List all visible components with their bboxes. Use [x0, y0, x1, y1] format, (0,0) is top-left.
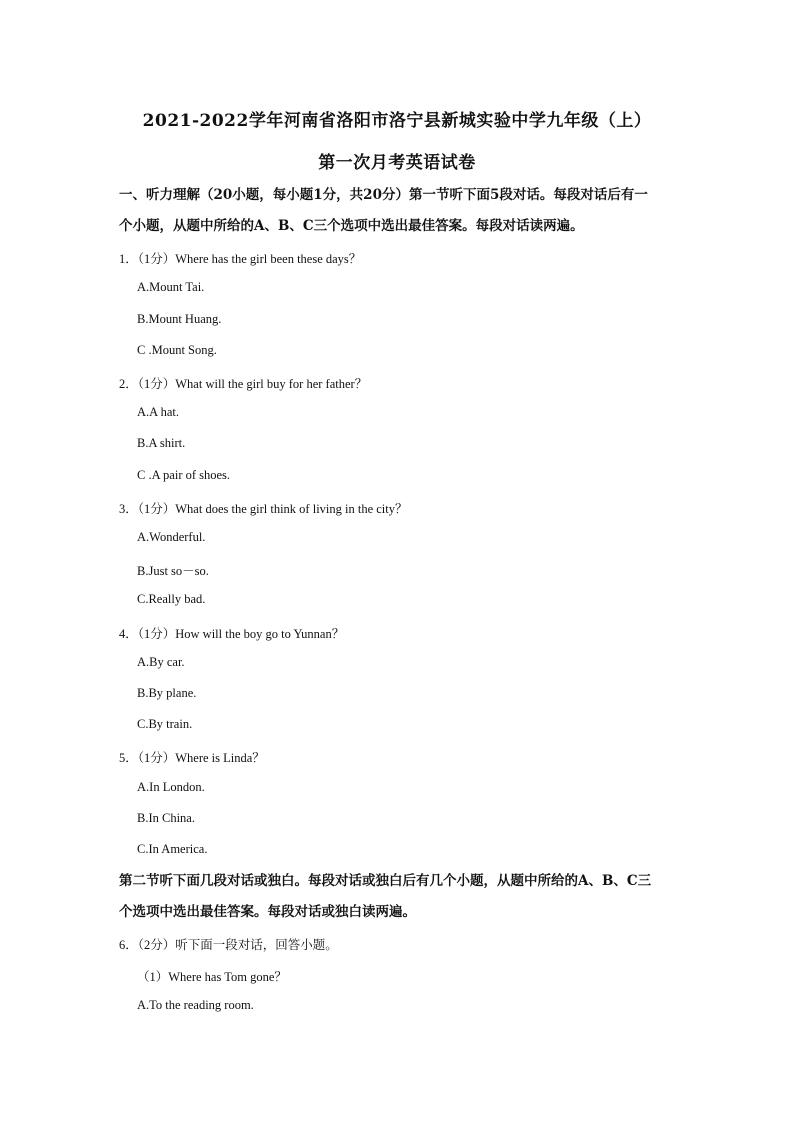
section2-heading-line1: 第二节听下面几段对话或独白。每段对话或独白后有几个小题，从题中所给的A、B、C三	[119, 873, 652, 889]
question-1-option-b: B.Mount Huang.	[137, 312, 222, 326]
question-2-option-b: B.A shirt.	[137, 436, 186, 450]
question-2-option-c: C .A pair of shoes.	[137, 468, 231, 482]
question-3-stem: 3．（1分）What does the girl think of living in the city？	[119, 502, 408, 516]
question-4-stem: 4．（1分）How will the boy go to Yunnan？	[119, 627, 345, 641]
question-5-option-a: A.In London.	[137, 780, 205, 794]
question-3-option-c: C.Really bad.	[137, 592, 206, 606]
section1-heading-line1: 一、听力理解（20小题，每小题1分，共20分）第一节听下面5段对话。每段对话后有一	[119, 187, 648, 203]
question-6-sub-1-option-a: A.To the reading room.	[137, 998, 254, 1012]
section1-heading	[119, 180, 679, 242]
section2-heading	[119, 866, 679, 928]
question-1-option-a: A.Mount Tai.	[137, 280, 205, 294]
question-5-option-c: C.In America.	[137, 842, 208, 856]
question-1-option-c: C .Mount Song.	[137, 343, 217, 357]
question-5-stem: 5．（1分）Where is Linda？	[119, 751, 265, 765]
question-3-option-a: A.Wonderful.	[137, 530, 206, 544]
question-4-option-c: C.By train.	[137, 717, 193, 731]
question-3-option-b: B.Just so－so.	[137, 564, 209, 578]
question-6-sub-1: （1）Where has Tom gone？	[137, 970, 287, 984]
section1-heading-line2: 个小题，从题中所给的A、B、C三个选项中选出最佳答案。每段对话读两遍。	[119, 218, 584, 234]
question-2-stem: 2．（1分）What will the girl buy for her father？	[119, 377, 368, 391]
question-4-option-a: A.By car.	[137, 655, 185, 669]
question-4-option-b: B.By plane.	[137, 686, 197, 700]
exam-title-line1: 2021-2022学年河南省洛阳市洛宁县新城实验中学九年级（上）	[142, 111, 652, 131]
question-2-option-a: A.A hat.	[137, 405, 180, 419]
exam-title-line2: 第一次月考英语试卷	[318, 153, 476, 173]
section2-heading-line2: 个选项中选出最佳答案。每段对话或独白读两遍。	[119, 904, 416, 920]
question-6-stem: 6．（2分）听下面一段对话，回答小题。	[119, 938, 338, 952]
question-1-stem: 1．（1分）Where has the girl been these days？	[119, 252, 362, 266]
question-5-option-b: B.In China.	[137, 811, 195, 825]
